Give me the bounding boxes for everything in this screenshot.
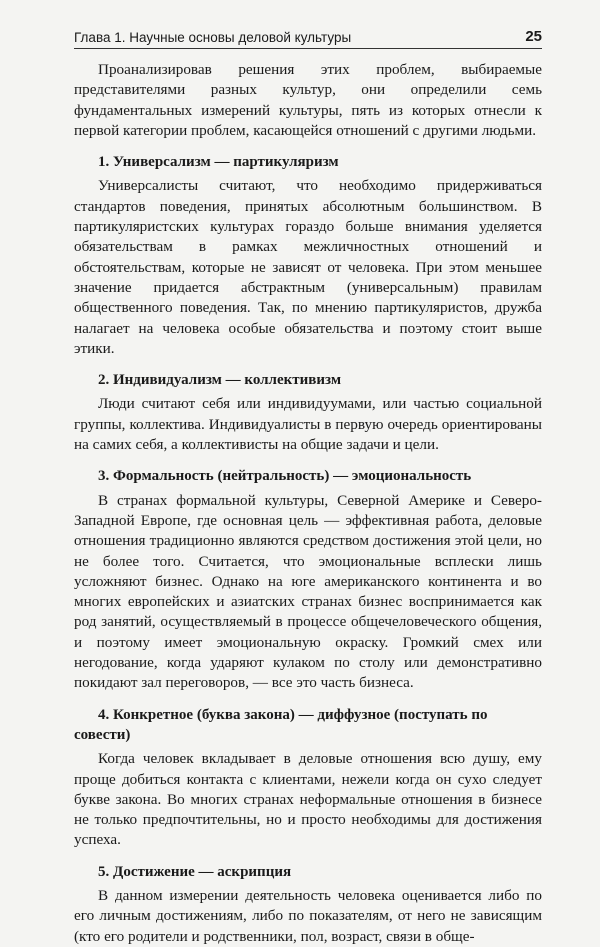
section-text-achievement: В данном измерении деятельность человека оценивается либо по его личным достижениям, либо по показателям, от него не зависящим (кто его родители и родственники, пол, возраст, связи в обще- [74,886,542,945]
section-text-universalism: Универсалисты считают, что необходимо придерживаться стандартов поведения, принятых абсолютным большинством. В партикуляристских культурах гораздо больше внимания уделяется обязательствам в рамках межличностных отношений и обстоятельствам, которые не зависят от человека. При этом меньшее значение придается абстрактным (универсальным) правилам общественного поведения. Так, по мнению партикуляристов, дружба налагает на человека особые обязательства и поэтому стоит выше этики. [74,177,542,357]
section-text-formality: В странах формальной культуры, Северной Америке и Северо-Западной Европе, где основная цель — эффективная работа, деловые отношения традиционно являются средством достижения этой цели, но не более того. Считается, что эмоциональные всплески лишь усложняют бизнес. Однако на юге американского континента и во многих европейских и азиатских странах бизнес воспринимается как род занятий, осуществляемый в процессе общечеловеческого общения, и поэтому имеет эмоциональную окраску. Громкий смех или негодование, когда ударяют кулаком по столу или демонстративно покидают зал переговоров, — все это часть бизнеса. [74,491,542,692]
section-heading-universalism: 1. Универсализм — партикуляризм [98,154,339,171]
section-heading-formality: 3. Формальность (нейтральность) — эмоциональность [98,468,472,485]
section-heading-specific-diffuse: 4. Конкретное (буква закона) — диффузное (поступать по совести) [74,706,488,743]
intro-paragraph: Проанализировав решения этих проблем, выбираемые представителями разных культур, они определили семь фундаментальных измерений культуры, пять из которых отнесли к первой категории проблем, касающейся отношений с другими людьми. [74,61,542,139]
page-body [74,60,542,947]
section-heading-achievement: 5. Достижение — аскрипция [98,863,292,880]
page-number: 25 [525,28,542,45]
section-text-specific-diffuse: Когда человек вкладывает в деловые отношения всю душу, ему проще добиться контакта с клиентами, нежели когда он сухо следует букве закона. Во многих странах неформальные отношения в бизнесе не только предпочтительны, но и просто необходимы для достижения успеха. [74,750,542,849]
running-head [74,28,542,49]
chapter-title: Глава 1. Научные основы деловой культуры [74,30,352,45]
section-text-individualism: Люди считают себя или индивидуумами, или частью социальной группы, коллектива. Индивидуалисты в первую очередь ориентированы на самих себя, а коллективисты на общие задачи и цели. [74,395,542,454]
section-heading-individualism: 2. Индивидуализм — коллективизм [98,372,342,389]
